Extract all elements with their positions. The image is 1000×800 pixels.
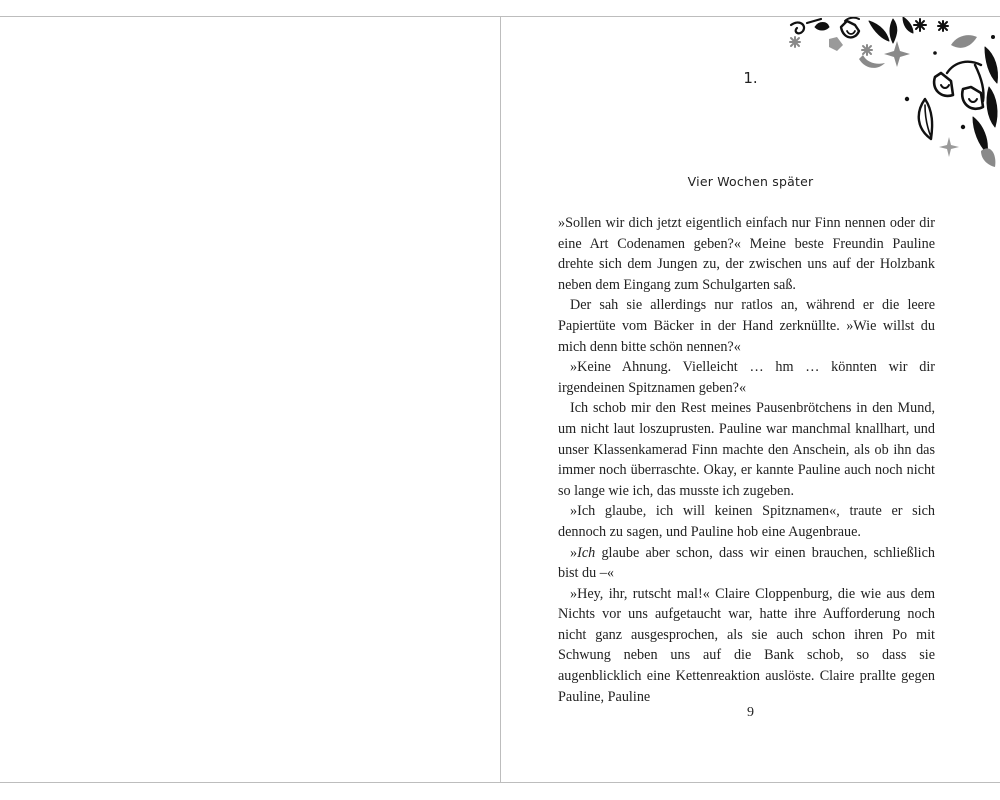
paragraph: »Keine Ahnung. Vielleicht … hm … könnten wir dir irgendeinen Spitznamen geben?« <box>558 359 935 396</box>
chapter-title: Vier Wochen später <box>687 174 814 189</box>
right-page <box>500 16 1000 783</box>
paragraph-open-quote: » <box>570 544 578 561</box>
chapter-number: 1. <box>743 69 758 87</box>
paragraph: »Hey, ihr, rutscht mal!« Claire Cloppenburg, die wie aus dem Nichts vor uns aufgetaucht war, hatte ihre Aufforderung noch nicht ganz ausgesprochen, als sie auch schon ihren Po mit Schwung neben uns auf die Bank schob, so dass sie augenblicklich eine Kettenreaktion auslöste. Claire prallte gegen Pauline, Pauline <box>558 585 935 705</box>
floral-corner-ornament-icon <box>785 17 1000 187</box>
page-number: 9 <box>747 705 754 720</box>
paragraph <box>558 543 935 584</box>
emphasized-word: Ich <box>577 544 596 561</box>
paragraph-rest: glaube aber schon, dass wir einen brauchen, schließlich bist du –« <box>558 544 935 582</box>
paragraph: Der sah sie allerdings nur ratlos an, während er die leere Papiertüte vom Bäcker in der Hand zerknüllte. »Wie willst du mich denn bitte schön nennen?« <box>558 297 935 355</box>
paragraph: »Sollen wir dich jetzt eigentlich einfach nur Finn nennen oder dir eine Art Codenamen geben?« Meine beste Freundin Pauline drehte sich dem Jungen zu, der zwischen uns auf der Holzbank neben dem Eingang zum Schulgarten saß. <box>558 215 935 293</box>
chapter-body-text <box>558 213 935 707</box>
paragraph: »Ich glaube, ich will keinen Spitznamen«, traute er sich dennoch zu sagen, und Pauline hob eine Augenbraue. <box>558 503 935 540</box>
left-page-blank <box>0 16 501 783</box>
paragraph: Ich schob mir den Rest meines Pausenbrötchens in den Mund, um nicht laut loszuprusten. Pauline war manchmal knallhart, und unser Klassenkamerad Finn machte den Anschein, als ob ihn das immer noch überraschte. Okay, er kannte Pauline auch noch nicht so lange wie ich, das musste ich zugeben. <box>558 400 935 499</box>
